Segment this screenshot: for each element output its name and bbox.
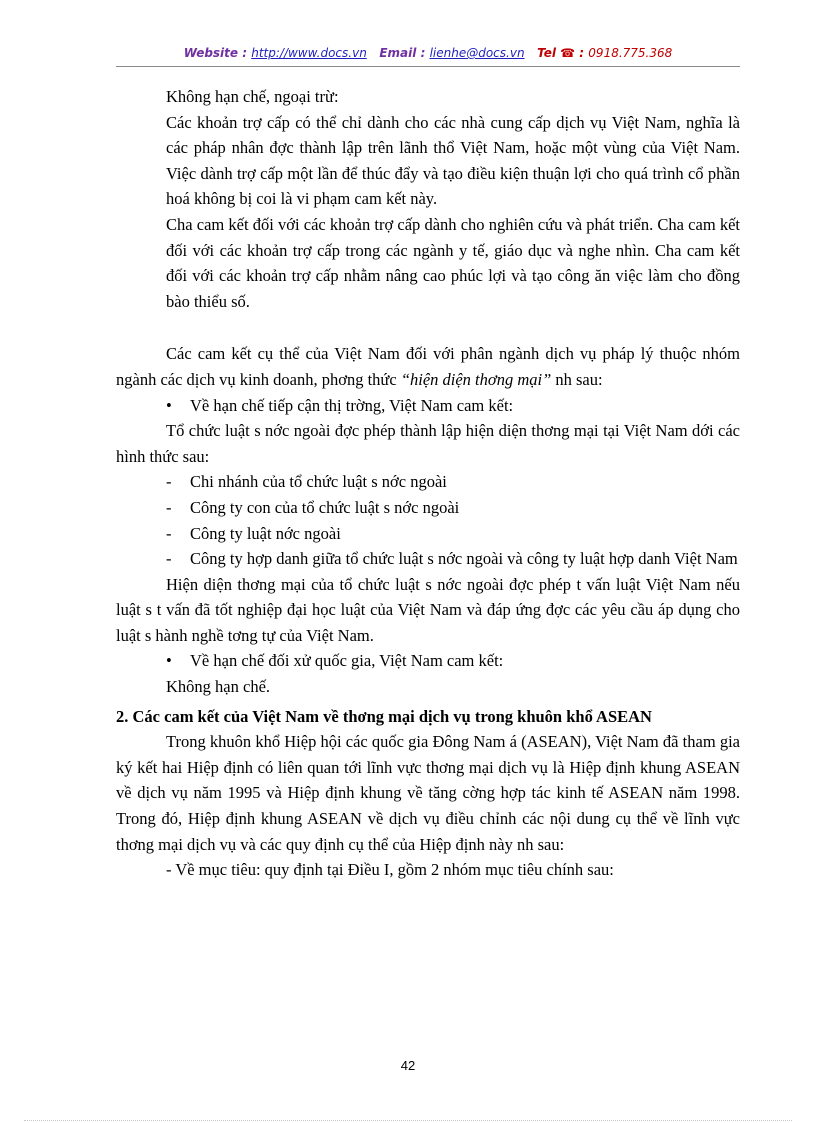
website-link[interactable]: http://www.docs.vn — [251, 46, 367, 60]
bullet-icon: • — [166, 395, 172, 415]
list-item-text: Công ty con của tổ chức luật s nớc ngoài — [190, 497, 460, 517]
list-item — [116, 546, 740, 572]
dash-marker: - — [166, 523, 172, 543]
section-heading: 2. Các cam kết của Việt Nam về thơng mại dịch vụ trong khuôn khổ ASEAN — [116, 706, 652, 726]
website-label: Website : — [183, 46, 248, 60]
paragraph-legal-services — [116, 341, 740, 392]
email-label: Email — [379, 46, 417, 60]
dash-marker: - — [166, 497, 172, 517]
page-number: 42 — [400, 1058, 416, 1073]
list-item-text: Công ty luật nớc ngoài — [190, 523, 341, 543]
spacer — [116, 314, 740, 341]
dash-marker: - — [166, 472, 172, 492]
list-item-text: Chi nhánh của tổ chức luật s nớc ngoài — [190, 472, 447, 492]
bullet-national-treatment-text: Về hạn chế đối xử quốc gia, Việt Nam cam kết: — [190, 651, 504, 671]
legal-services-text: Các cam kết cụ thể của Việt Nam đối với phân ngành dịch vụ pháp lý thuộc nhóm ngành các dịch vụ kinh doanh, phơng thức — [116, 344, 740, 389]
list-item — [116, 521, 740, 547]
tel-label: Tel ☎ : — [537, 46, 585, 60]
commercial-presence-term: “hiện diện thơng mại” — [400, 369, 552, 389]
email-link[interactable]: lienhe@docs.vn — [429, 46, 525, 60]
bullet-icon: • — [166, 651, 172, 671]
page-header — [116, 46, 740, 68]
header-divider — [116, 66, 740, 67]
paragraph-no-restriction-except: Không hạn chế, ngoại trừ: — [166, 87, 339, 106]
paragraph-foreign-law-firms: Tổ chức luật s nớc ngoài đợc phép thành lập hiện diện thơng mại tại Việt Nam dới các hình thức sau: — [116, 421, 740, 466]
paragraph-commercial-presence-advice: Hiện diện thơng mại của tổ chức luật s nớc ngoài đợc phép t vấn luật Việt Nam nếu luật s t vấn đã tốt nghiệp đại học luật của Việt Nam và đáp ứng đợc các yêu cầu áp dụng cho luật s hành nghề tơng tự của Việt Nam. — [116, 574, 740, 645]
dash-marker: - — [166, 549, 172, 569]
email-separator: : — [420, 46, 426, 60]
list-item — [116, 495, 740, 521]
paragraph-no-restriction: Không hạn chế. — [166, 677, 271, 697]
paragraph-objectives: - Về mục tiêu: quy định tại Điều I, gồm 2 nhóm mục tiêu chính sau: — [166, 860, 614, 880]
legal-services-end: nh sau: — [555, 369, 603, 389]
bullet-market-access — [116, 393, 740, 419]
list-item — [116, 469, 740, 495]
page-bottom-border — [24, 1120, 792, 1121]
document-body — [116, 84, 740, 883]
tel-number: 0918.775.368 — [588, 46, 673, 60]
bullet-market-access-text: Về hạn chế tiếp cận thị trờng, Việt Nam cam kết: — [190, 395, 514, 415]
paragraph-asean-framework: Trong khuôn khổ Hiệp hội các quốc gia Đông Nam á (ASEAN), Việt Nam đã tham gia ký kết hai Hiệp định có liên quan tới lĩnh vực thơng mại dịch vụ là Hiệp định khung ASEAN về dịch vụ năm 1995 và Hiệp định khung về tăng cờng hợp tác kinh tế ASEAN năm 1998. Trong đó, Hiệp định khung ASEAN về dịch vụ điều chỉnh các nội dung cụ thể về lĩnh vực thơng mại dịch vụ và các quy định cụ thể của Hiệp định này nh sau: — [116, 732, 740, 854]
paragraph-subsidies: Các khoản trợ cấp có thể chỉ dành cho các nhà cung cấp dịch vụ Việt Nam, nghĩa là các pháp nhân đợc thành lập trên lãnh thổ Việt Nam, hoặc một vùng của Việt Nam. Việc dành trợ cấp một lần để thúc đẩy và tạo điều kiện thuận lợi cho quá trình cổ phần hoá không bị coi là vi phạm cam kết này. — [166, 112, 740, 209]
bullet-national-treatment — [116, 648, 740, 674]
list-item-text: Công ty hợp danh giữa tổ chức luật s nớc ngoài và công ty luật hợp danh Việt Nam — [190, 549, 738, 569]
paragraph-unbound-commitments: Cha cam kết đối với các khoản trợ cấp dành cho nghiên cứu và phát triển. Cha cam kết đối với các khoản trợ cấp trong các ngành y tế, giáo dục và nghe nhìn. Cha cam kết đối với các khoản trợ cấp nhằm nâng cao phúc lợi và tạo công ăn việc làm cho đồng bào thiểu số. — [166, 214, 740, 311]
